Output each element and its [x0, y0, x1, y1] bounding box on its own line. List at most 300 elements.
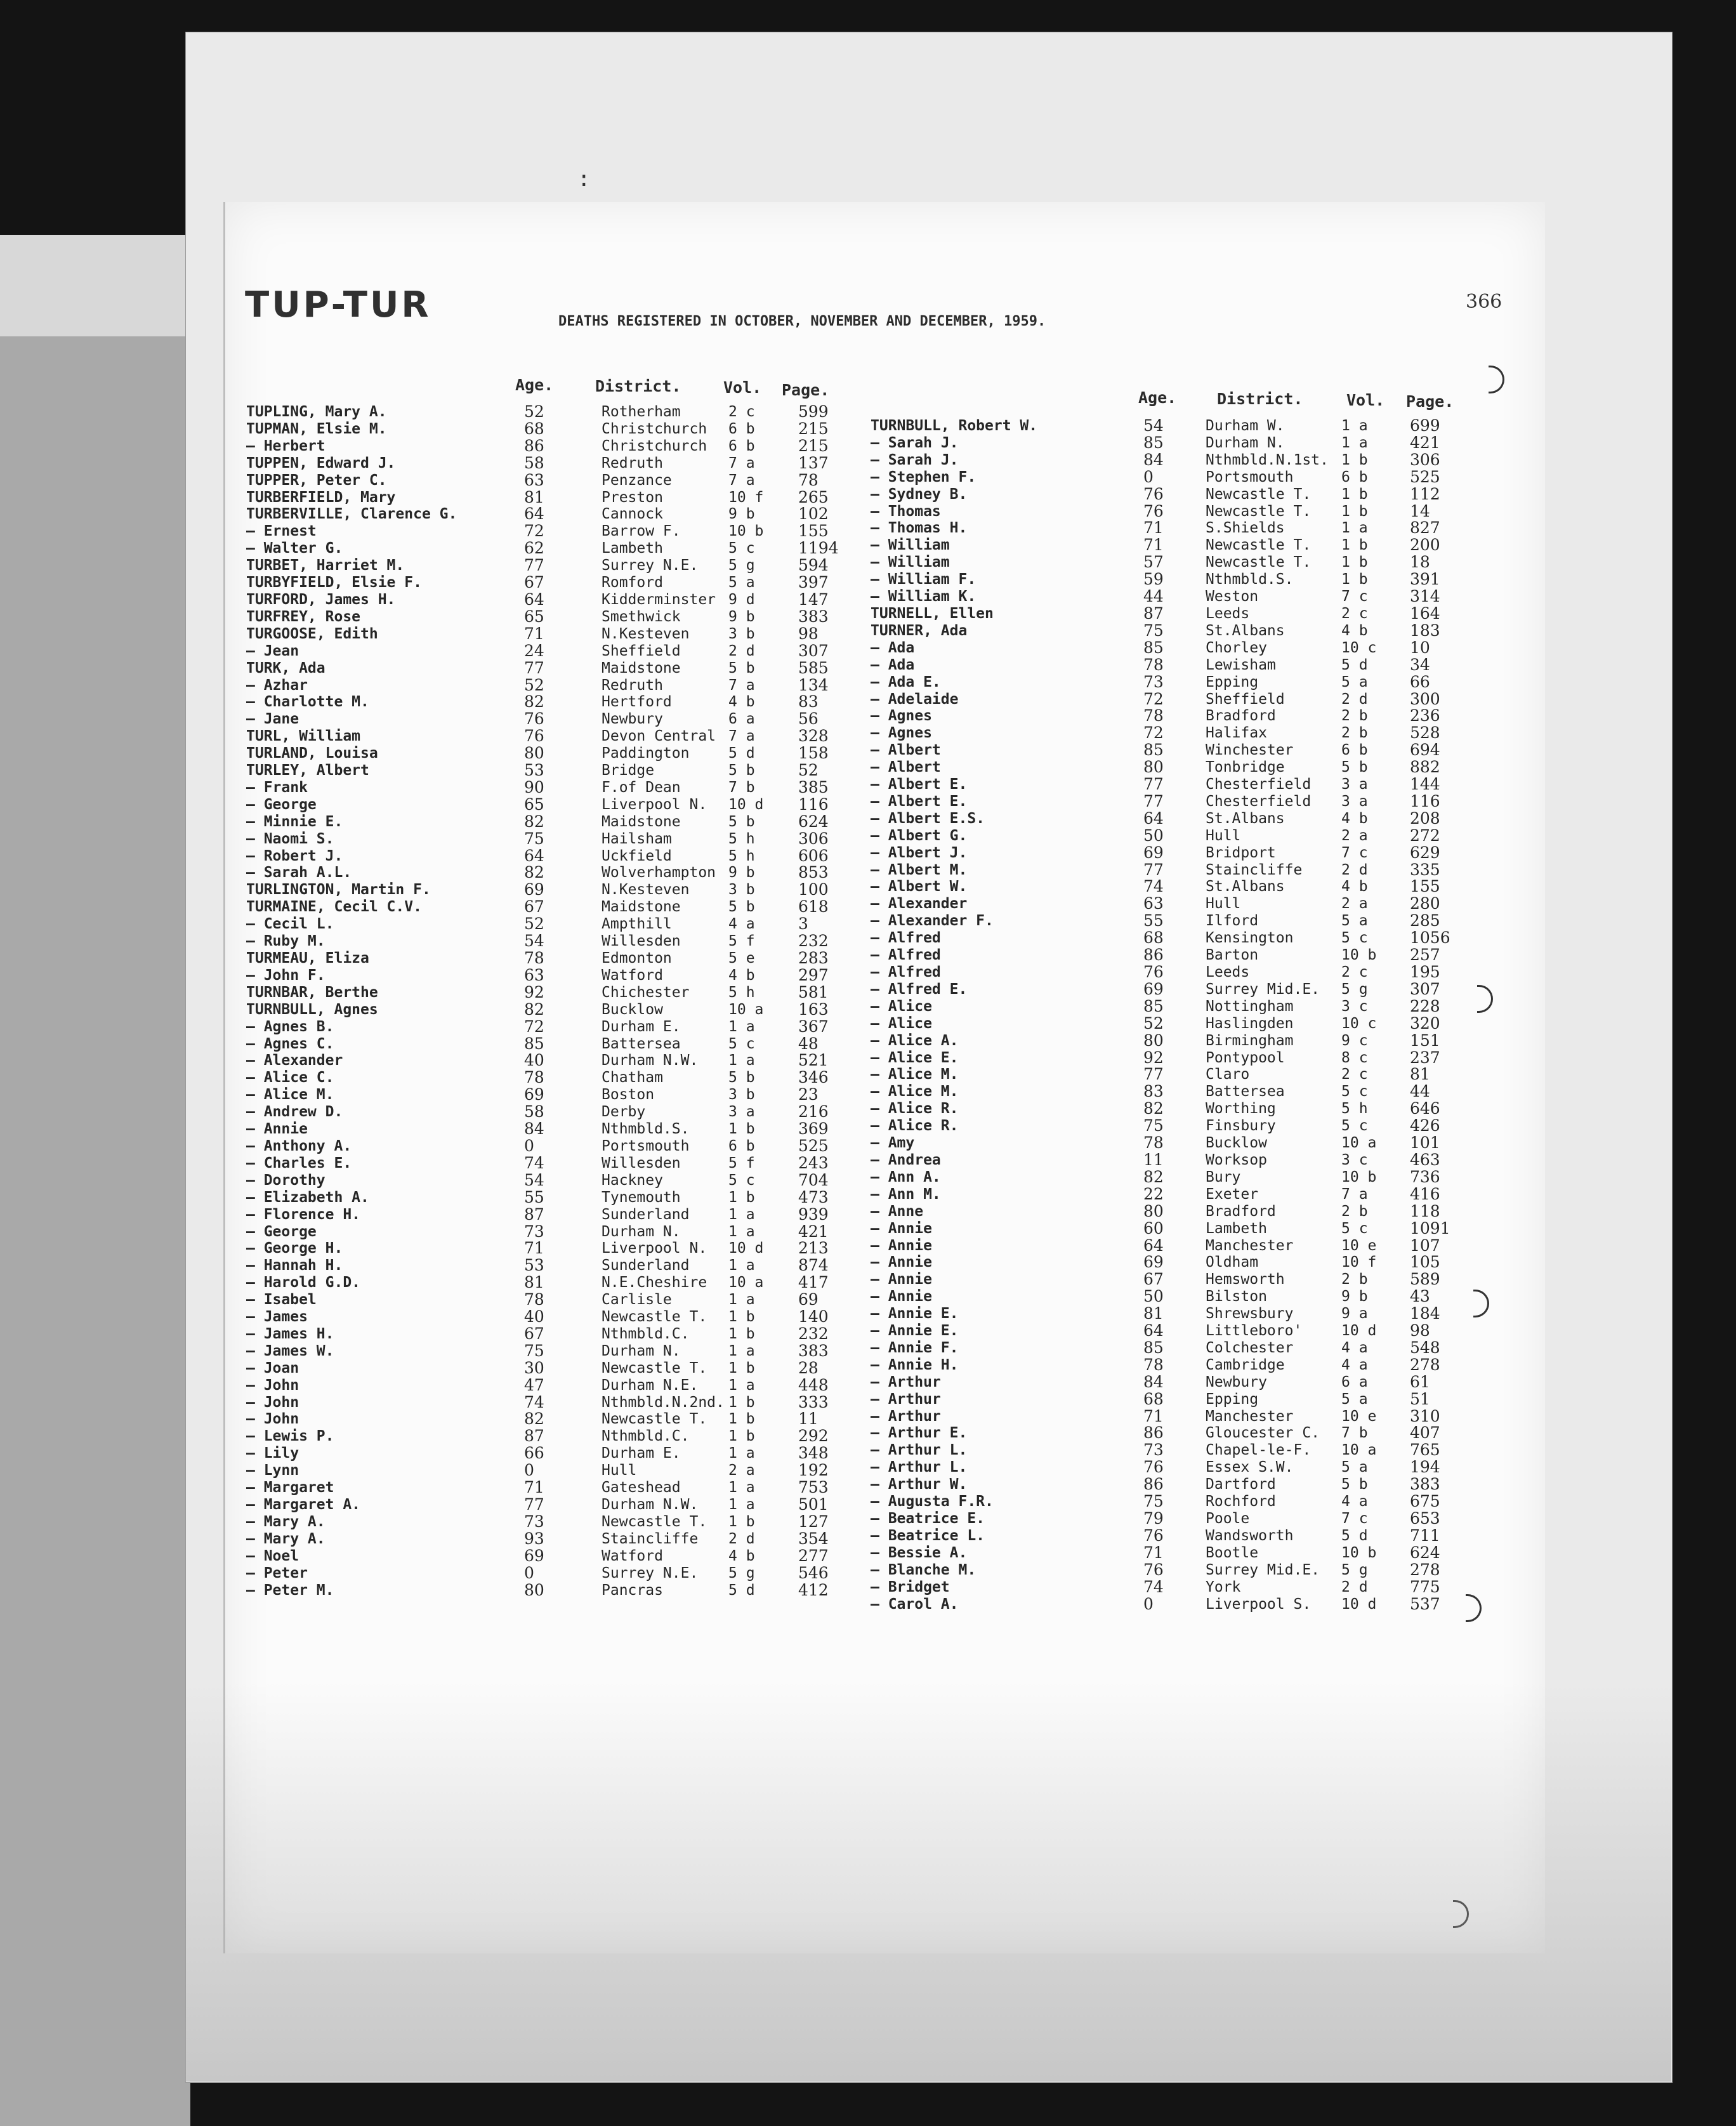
entry-district: Liverpool N. — [602, 796, 707, 813]
entry-name: TURNBAR, Berthe — [246, 984, 378, 1001]
entry-district: Bridge — [602, 762, 655, 779]
entry-volume: 1 a — [1341, 418, 1368, 434]
entry-district: Oldham — [1206, 1254, 1259, 1271]
entry-district: Uckfield — [602, 847, 672, 864]
entry-page: 137 — [798, 453, 829, 472]
entry-district: Chichester — [602, 984, 690, 1001]
entry-page: 107 — [1410, 1236, 1440, 1255]
entry-age: 55 — [1143, 911, 1164, 930]
entry-page: 775 — [1410, 1577, 1440, 1596]
entry-volume: 3 c — [1341, 998, 1368, 1015]
register-entry — [871, 1528, 1467, 1545]
right-district-header: District. — [1217, 390, 1303, 408]
entry-district: Chatham — [602, 1069, 663, 1086]
register-entry — [246, 660, 843, 677]
entry-age: 82 — [524, 863, 544, 882]
entry-volume: 9 a — [1341, 1305, 1368, 1323]
register-entry — [246, 1036, 843, 1053]
entry-district: Willesden — [602, 1154, 681, 1172]
entry-district: Haslingden — [1206, 1015, 1294, 1032]
entry-volume: 10 e — [1341, 1237, 1377, 1254]
entry-page: 585 — [798, 658, 829, 677]
entry-name: — Amy — [871, 1135, 915, 1152]
entry-page: 367 — [798, 1017, 829, 1036]
entry-volume: 6 b — [728, 1137, 755, 1154]
entry-age: 54 — [1143, 416, 1164, 435]
entry-page: 320 — [1410, 1013, 1440, 1033]
entry-age: 64 — [1143, 1321, 1164, 1340]
entry-page: 3 — [798, 914, 808, 934]
entry-page: 147 — [798, 590, 829, 609]
register-entry — [246, 472, 843, 489]
entry-volume: 1 b — [1341, 571, 1368, 588]
entry-name: — Alice R. — [871, 1100, 959, 1118]
register-entry — [871, 1374, 1467, 1391]
left-page-header: Page. — [782, 381, 830, 399]
entry-volume: 10 b — [1341, 947, 1377, 964]
entry-district: Gloucester C. — [1206, 1425, 1320, 1442]
entry-page: 765 — [1410, 1441, 1440, 1460]
register-entry — [246, 984, 843, 1001]
entry-page: 1056 — [1410, 928, 1450, 947]
entry-age: 68 — [1143, 1389, 1164, 1408]
entry-name: TURGOOSE, Edith — [246, 625, 378, 642]
entry-age: 47 — [524, 1375, 544, 1394]
entry-volume: 2 a — [1341, 895, 1368, 913]
entry-name: TURNELL, Ellen — [871, 605, 994, 622]
entry-volume: 5 d — [1341, 1527, 1368, 1544]
entry-page: 278 — [1410, 1560, 1440, 1579]
entry-age: 82 — [524, 1410, 544, 1429]
register-entry — [246, 1069, 843, 1086]
entry-age: 67 — [524, 1324, 544, 1343]
entry-district: Durham N. — [602, 1223, 681, 1240]
entry-page: 195 — [1410, 963, 1440, 981]
entry-volume: 10 a — [1341, 1442, 1377, 1459]
entry-name: — Azhar — [246, 677, 308, 694]
entry-page: 297 — [798, 965, 829, 984]
entry-volume: 5 c — [1341, 1118, 1368, 1135]
entry-page: 200 — [1410, 536, 1440, 555]
entry-name: — Alfred — [871, 964, 941, 980]
register-entry — [246, 1189, 843, 1206]
entry-name: — Mary A. — [246, 1530, 326, 1547]
entry-name: — Ernest — [246, 523, 317, 540]
entry-district: Epping — [1206, 673, 1259, 690]
entry-page: 216 — [798, 1102, 829, 1121]
entry-age: 40 — [524, 1051, 544, 1070]
entry-district: Newcastle T. — [602, 1513, 707, 1530]
entry-page: 100 — [798, 880, 829, 899]
entry-volume: 10 a — [728, 1001, 764, 1018]
entry-age: 63 — [524, 965, 544, 984]
entry-volume: 2 d — [728, 642, 755, 659]
entry-district: N.E.Cheshire — [602, 1274, 707, 1291]
entry-age: 63 — [524, 470, 544, 489]
entry-age: 78 — [1143, 1355, 1164, 1374]
entry-volume: 5 a — [1341, 913, 1368, 930]
entry-age: 77 — [1143, 1065, 1164, 1084]
register-entry — [871, 1033, 1467, 1050]
entry-name: TURBET, Harriet M. — [246, 557, 405, 574]
entry-district: Maidstone — [602, 813, 681, 830]
register-entry — [246, 779, 843, 796]
register-entry — [246, 1138, 843, 1155]
entry-page: 594 — [798, 556, 829, 575]
entry-name: — Alexander — [246, 1052, 343, 1069]
entry-volume: 9 b — [728, 608, 755, 625]
entry-volume: 2 b — [1341, 1271, 1368, 1288]
entry-volume: 10 b — [1341, 1168, 1377, 1185]
register-entry — [246, 643, 843, 660]
entry-district: Pancras — [602, 1581, 663, 1599]
entry-page: 328 — [798, 727, 829, 746]
register-entry — [871, 1238, 1467, 1255]
entry-name: — Carol A. — [871, 1595, 959, 1613]
entry-age: 59 — [1143, 570, 1164, 589]
entry-age: 75 — [1143, 1492, 1164, 1511]
entry-page: 426 — [1410, 1116, 1440, 1135]
left-entry-column — [246, 404, 843, 1599]
entry-volume: 4 b — [728, 1547, 755, 1564]
entry-name: TURMAINE, Cecil C.V. — [246, 899, 422, 916]
register-entry — [871, 947, 1467, 964]
entry-age: 87 — [524, 1205, 544, 1224]
entry-name: — George — [246, 796, 317, 813]
entry-name: — Augusta F.R. — [871, 1493, 994, 1510]
entry-name: — Ada — [871, 639, 915, 656]
entry-volume: 1 a — [728, 1223, 755, 1240]
entry-page: 383 — [798, 1341, 829, 1360]
entry-page: 624 — [798, 812, 829, 831]
entry-district: Paddington — [602, 745, 690, 762]
entry-name: — Sarah J. — [871, 434, 959, 451]
entry-name: TURNBULL, Agnes — [246, 1001, 378, 1018]
entry-age: 73 — [1143, 672, 1164, 691]
entry-page: 699 — [1410, 416, 1440, 435]
entry-district: Newcastle T. — [602, 1411, 707, 1428]
entry-district: Maidstone — [602, 659, 681, 677]
register-entry — [871, 571, 1467, 588]
entry-age: 85 — [1143, 996, 1164, 1015]
entry-page: 232 — [798, 932, 829, 951]
entry-name: — James W. — [246, 1342, 334, 1359]
entry-district: Rochford — [1206, 1493, 1276, 1510]
register-entry — [871, 486, 1467, 503]
entry-district: St.Albans — [1206, 878, 1285, 895]
entry-volume: 3 b — [728, 1086, 755, 1104]
entry-name: TUPPER, Peter C. — [246, 472, 387, 489]
entry-age: 92 — [524, 982, 544, 1001]
entry-district: Newcastle T. — [1206, 554, 1312, 571]
entry-age: 80 — [1143, 758, 1164, 777]
register-entry — [871, 1562, 1467, 1579]
register-entry — [871, 930, 1467, 947]
entry-name: — Sarah A.L. — [246, 864, 352, 881]
register-entry — [871, 1545, 1467, 1562]
entry-volume: 10 d — [1341, 1595, 1377, 1613]
entry-age: 76 — [1143, 484, 1164, 503]
entry-volume: 2 d — [1341, 861, 1368, 878]
entry-name: — Cecil L. — [246, 916, 334, 933]
entry-age: 54 — [524, 1170, 544, 1189]
entry-name: TURBERVILLE, Clarence G. — [246, 506, 457, 523]
register-entry — [871, 520, 1467, 537]
entry-age: 82 — [524, 812, 544, 831]
entry-district: Bradford — [1206, 708, 1276, 725]
entry-district: Nthmbld.S. — [1206, 571, 1294, 588]
register-entry — [246, 1172, 843, 1189]
entry-volume: 6 b — [1341, 468, 1368, 485]
entry-district: Nottingham — [1206, 998, 1294, 1015]
register-entry — [246, 899, 843, 916]
entry-age: 81 — [524, 487, 544, 506]
entry-page: 939 — [798, 1205, 829, 1224]
entry-page: 18 — [1410, 553, 1430, 572]
entry-volume: 6 b — [728, 437, 755, 454]
entry-volume: 1 b — [1341, 554, 1368, 571]
entry-volume: 4 a — [1341, 1356, 1368, 1373]
entry-age: 62 — [524, 539, 544, 558]
register-entry — [246, 574, 843, 591]
entry-volume: 3 c — [1341, 1151, 1368, 1168]
entry-age: 68 — [1143, 928, 1164, 947]
entry-district: Chorley — [1206, 639, 1267, 656]
entry-district: Essex S.W. — [1206, 1459, 1294, 1476]
entry-page: 354 — [798, 1529, 829, 1548]
entry-volume: 2 d — [1341, 690, 1368, 708]
entry-volume: 7 a — [728, 472, 755, 489]
register-entry — [246, 1360, 843, 1377]
entry-page: 151 — [1410, 1031, 1440, 1050]
entry-name: — Arthur — [871, 1408, 941, 1425]
entry-page: 397 — [798, 573, 829, 592]
entry-name: — Albert M. — [871, 861, 968, 878]
register-entry — [246, 1548, 843, 1565]
entry-page: 448 — [798, 1375, 829, 1394]
entry-name: — Robert J. — [246, 847, 343, 864]
entry-age: 77 — [524, 658, 544, 677]
entry-district: St.Albans — [1206, 622, 1285, 639]
entry-district: Sunderland — [602, 1257, 690, 1274]
entry-name: — Blanche M. — [871, 1561, 977, 1578]
entry-name: — William — [871, 554, 950, 571]
entry-age: 67 — [1143, 1270, 1164, 1289]
entry-name: — Annie — [871, 1237, 932, 1254]
entry-page: 164 — [1410, 604, 1440, 623]
register-entry — [871, 435, 1467, 452]
entry-page: 383 — [1410, 1475, 1440, 1494]
scanner-background-strip-light — [0, 235, 190, 336]
entry-age: 72 — [524, 1017, 544, 1036]
entry-volume: 5 g — [728, 1564, 755, 1581]
entry-page: 112 — [1410, 484, 1440, 503]
entry-volume: 5 h — [1341, 1100, 1368, 1118]
entry-district: Wolverhampton — [602, 864, 716, 881]
entry-volume: 2 a — [1341, 827, 1368, 844]
register-entry — [871, 1288, 1467, 1305]
entry-volume: 7 c — [1341, 844, 1368, 861]
entry-page: 1194 — [798, 539, 839, 558]
entry-page: 736 — [1410, 1167, 1440, 1186]
entry-age: 85 — [1143, 1338, 1164, 1357]
entry-volume: 6 a — [728, 711, 755, 728]
register-entry — [246, 1206, 843, 1224]
entry-volume: 1 b — [728, 1121, 755, 1138]
entry-district: Poole — [1206, 1510, 1250, 1527]
entry-age: 80 — [1143, 1031, 1164, 1050]
register-entry — [246, 814, 843, 831]
entry-page: 525 — [1410, 467, 1440, 486]
entry-district: Nthmbld.C. — [602, 1325, 690, 1342]
entry-age: 87 — [1143, 604, 1164, 623]
entry-age: 72 — [524, 522, 544, 541]
entry-age: 69 — [524, 1085, 544, 1104]
entry-name: — Bessie A. — [871, 1544, 968, 1561]
entry-age: 80 — [1143, 1201, 1164, 1220]
entry-age: 92 — [1143, 1048, 1164, 1067]
entry-page: 546 — [798, 1563, 829, 1582]
entry-age: 71 — [524, 624, 544, 643]
entry-name: — Arthur — [871, 1390, 941, 1408]
entry-volume: 10 f — [728, 489, 764, 506]
entry-district: Smethwick — [602, 608, 681, 625]
entry-volume: 4 b — [1341, 622, 1368, 639]
register-entry — [246, 1121, 843, 1138]
entry-age: 78 — [1143, 655, 1164, 674]
register-entry — [246, 489, 843, 506]
entry-name: — Sydney B. — [871, 485, 968, 503]
entry-age: 80 — [524, 1580, 544, 1599]
entry-page: 134 — [798, 675, 829, 694]
entry-name: — Alice R. — [871, 1118, 959, 1135]
entry-age: 71 — [1143, 1406, 1164, 1425]
entry-age: 79 — [1143, 1509, 1164, 1528]
entry-district: Lambeth — [602, 540, 663, 557]
entry-page: 314 — [1410, 587, 1440, 606]
entry-name: — Alice M. — [246, 1086, 334, 1104]
entry-age: 0 — [524, 1136, 534, 1155]
entry-page: 629 — [1410, 843, 1440, 862]
register-entry — [246, 881, 843, 899]
entry-age: 74 — [1143, 877, 1164, 896]
entry-age: 78 — [524, 1068, 544, 1087]
entry-name: — Adelaide — [871, 690, 959, 708]
entry-page: 853 — [798, 863, 829, 882]
register-entry — [871, 1340, 1467, 1357]
entry-name: TURNBULL, Robert W. — [871, 418, 1038, 434]
right-vol-header: Vol. — [1346, 391, 1385, 409]
entry-district: Durham W. — [1206, 418, 1285, 434]
entry-page: 237 — [1410, 1048, 1440, 1067]
entry-name: — Minnie E. — [246, 813, 343, 830]
entry-name: — Lewis P. — [246, 1428, 334, 1445]
entry-page: 675 — [1410, 1492, 1440, 1511]
entry-age: 71 — [1143, 1543, 1164, 1562]
register-entry — [871, 1305, 1467, 1323]
entry-district: Hertford — [602, 694, 672, 711]
entry-volume: 5 a — [728, 574, 755, 591]
register-entry — [246, 609, 843, 626]
entry-district: Hemsworth — [1206, 1271, 1285, 1288]
entry-age: 64 — [1143, 809, 1164, 828]
entry-district: F.of Dean — [602, 779, 681, 796]
entry-age: 76 — [524, 727, 544, 746]
register-entry — [871, 1510, 1467, 1528]
entry-name: — Alice E. — [871, 1049, 959, 1066]
entry-name: — Alexander F. — [871, 913, 994, 930]
entry-age: 73 — [524, 1512, 544, 1531]
entry-page: 306 — [798, 829, 829, 848]
entry-page: 307 — [1410, 979, 1440, 998]
entry-age: 86 — [1143, 1475, 1164, 1494]
register-entry — [871, 742, 1467, 759]
entry-volume: 2 a — [728, 1462, 755, 1479]
entry-page: 348 — [798, 1444, 829, 1463]
register-entry — [246, 1514, 843, 1531]
entry-name: — Peter M. — [246, 1581, 334, 1599]
entry-page: 463 — [1410, 1150, 1440, 1169]
register-entry — [871, 623, 1467, 640]
entry-volume: 4 b — [728, 967, 755, 984]
entry-name: — Arthur E. — [871, 1425, 968, 1442]
entry-age: 76 — [1143, 1526, 1164, 1545]
entry-page: 118 — [1410, 1201, 1440, 1220]
entry-age: 86 — [1143, 1423, 1164, 1443]
entry-page: 421 — [798, 1222, 829, 1241]
entry-page: 48 — [798, 1034, 819, 1053]
entry-volume: 1 b — [728, 1325, 755, 1342]
entry-age: 11 — [1143, 1150, 1164, 1169]
entry-volume: 10 c — [1341, 639, 1377, 656]
register-entry — [246, 1291, 843, 1309]
entry-age: 0 — [1143, 467, 1154, 486]
entry-age: 50 — [1143, 826, 1164, 845]
entry-page: 307 — [798, 641, 829, 660]
entry-page: 51 — [1410, 1389, 1430, 1408]
entry-district: Durham N.W. — [602, 1496, 699, 1513]
entry-age: 30 — [524, 1358, 544, 1377]
entry-page: 618 — [798, 897, 829, 916]
entry-page: 1091 — [1410, 1218, 1450, 1238]
entry-volume: 5 c — [728, 1172, 755, 1189]
entry-volume: 7 b — [728, 779, 755, 796]
entry-name: — Arthur L. — [871, 1459, 968, 1476]
entry-name: — Alfred E. — [871, 980, 968, 998]
entry-name: — Ann A. — [871, 1168, 941, 1185]
entry-name: — Arthur L. — [871, 1442, 968, 1459]
entry-name: — Ann M. — [871, 1185, 941, 1203]
entry-name: TURLAND, Louisa — [246, 745, 378, 762]
entry-name: — Arthur — [871, 1373, 941, 1390]
register-entry — [871, 895, 1467, 913]
entry-volume: 4 b — [1341, 810, 1368, 827]
register-entry — [871, 1050, 1467, 1067]
entry-volume: 9 d — [728, 591, 755, 608]
entry-name: — Alice — [871, 1015, 932, 1032]
entry-volume: 10 a — [728, 1274, 764, 1291]
entry-age: 69 — [524, 880, 544, 899]
entry-district: Winchester — [1206, 742, 1294, 759]
entry-age: 93 — [524, 1529, 544, 1548]
entry-district: Bucklow — [602, 1001, 663, 1018]
entry-page: 528 — [1410, 723, 1440, 743]
entry-name: — Andrea — [871, 1151, 941, 1168]
entry-volume: 5 b — [728, 899, 755, 916]
entry-volume: 1 b — [728, 1428, 755, 1445]
entry-name: — Albert G. — [871, 827, 968, 844]
entry-name: — Annie F. — [871, 1339, 959, 1356]
